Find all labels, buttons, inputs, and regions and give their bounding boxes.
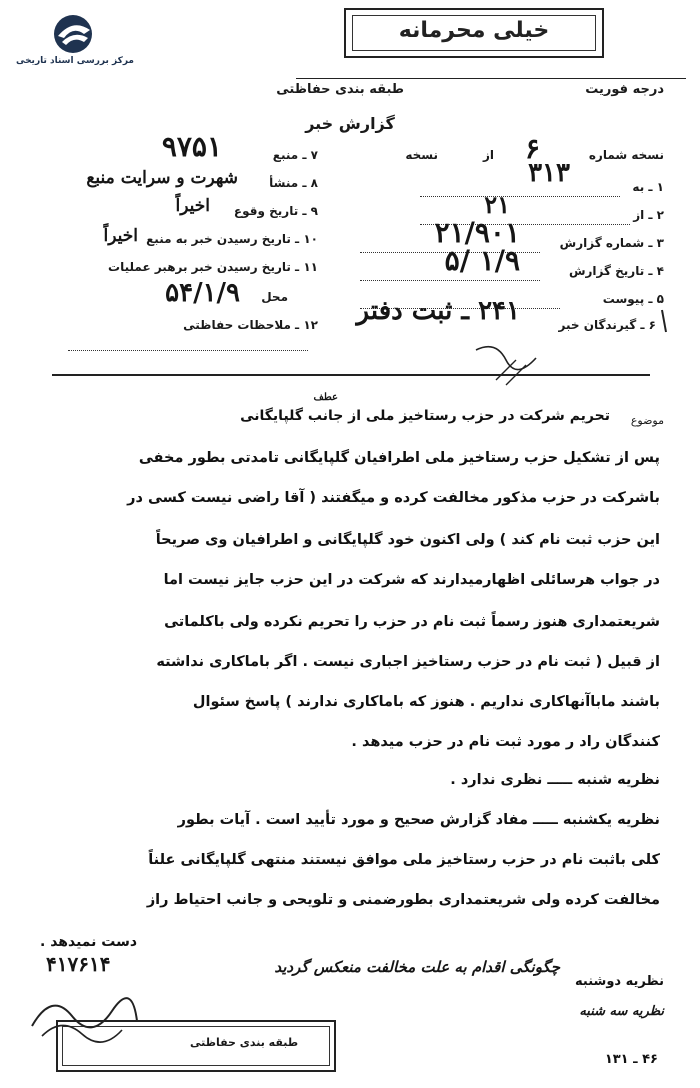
handwritten-mark bbox=[466, 330, 546, 390]
recipients-label: ۶ ـ گیرندگان خبر bbox=[558, 318, 656, 332]
from-value: ۲۱ bbox=[484, 190, 510, 219]
body-line-3: این حزب ثبت نام کند ) ولی اکنون خود گلپایگانی و اطرافیان وی صریحاً bbox=[155, 532, 660, 548]
to-label: ۱ ـ به bbox=[632, 180, 664, 194]
received-ops-label: ۱۱ ـ تاریخ رسیدن خبر برهبر عملیات bbox=[108, 260, 318, 274]
place-value: ۵۴/۱/۹ bbox=[165, 278, 240, 308]
received-source-label: ۱۰ ـ تاریخ رسیدن خبر به منبع bbox=[146, 232, 318, 246]
report-number-label: ۳ ـ شماره گزارش bbox=[559, 236, 664, 250]
subject-label: موضوع bbox=[630, 414, 664, 427]
source-label: ۷ ـ منبع bbox=[272, 148, 318, 162]
handwritten-note-1: چگونگی اقدام به علت مخالفت منعکس گردید bbox=[274, 958, 560, 976]
to-value: ۳۱۳ bbox=[528, 158, 570, 188]
opinion-sunday-3: مخالفت کرده ولی شریعتمداری بطورضمنی و تلویحی و جانب احتیاط راز bbox=[146, 892, 660, 908]
body-line-5: شریعتمداری هنوز رسماً ثبت نام در حزب را تحریم نکرده ولی باکلماتی bbox=[164, 614, 660, 630]
handwritten-note-2: نظریه سه شنبه bbox=[579, 1004, 664, 1019]
opinion-sunday-2: کلی باثبت نام در حزب رستاخیز ملی موافق نیستند منتهی گلپایگانی علناً bbox=[148, 852, 660, 868]
body-line-8: کنندگان راد ر مورد ثبت نام در حزب میدهد . bbox=[351, 734, 660, 750]
subject-text: تحریم شرکت در حزب رستاخیز ملی از جانب گلپایگانی bbox=[240, 408, 610, 424]
opinion-monday-label: نظریه دوشنبه bbox=[575, 974, 664, 989]
attachment-label: ۵ ـ پیوست bbox=[602, 292, 664, 306]
report-date-label: ۴ ـ تاریخ گزارش bbox=[568, 264, 664, 278]
copy-number-value: ۶ bbox=[524, 132, 540, 165]
archive-number: ۴۱۷۶۱۴ bbox=[46, 952, 111, 976]
opinion-sunday: نظریه یکشنبه ـــــ مفاد گزارش صحیح و مورد تأیید است . آیات بطور bbox=[177, 812, 660, 828]
report-number-value: ۲۱/۹۰۱ bbox=[434, 216, 520, 249]
report-title: گزارش خبر bbox=[305, 114, 395, 133]
subject-insert: عطف bbox=[313, 392, 338, 403]
from-label: ۲ ـ از bbox=[633, 208, 664, 222]
body-line-4: در جواب هرسائلی اظهارمیدارند که شرکت در این حزب جایز نیست اما bbox=[163, 572, 660, 588]
origin-label: ۸ ـ منشأ bbox=[269, 176, 318, 190]
secret-stamp bbox=[344, 8, 604, 58]
margin-mark bbox=[656, 306, 674, 336]
origin-value: شهرت و سرایت منبع bbox=[86, 168, 238, 188]
body-line-7: باشند ماباآنهاکاری نداریم . هنوز که باماکاری ندارند ) پاسخ سئوال bbox=[192, 694, 660, 710]
classification-label: طبقه بندی حفاظتی bbox=[276, 82, 404, 97]
body-line-1: پس از تشکیل حزب رستاخیز ملی اطرافیان گلپایگانی تامدتی بطور مخفی bbox=[138, 450, 660, 466]
copy-label: نسخه bbox=[405, 148, 438, 162]
opinion-saturday: نظریه شنبه ـــــ نظری ندارد . bbox=[450, 772, 660, 788]
secret-stamp-text: خیلی محرمانه bbox=[398, 18, 550, 43]
footer-code: ۴۶ ـ ۱۳۱ bbox=[604, 1052, 658, 1067]
archive-logo-icon bbox=[44, 12, 102, 56]
event-date-label: ۹ ـ تاریخ وقوع bbox=[233, 204, 318, 218]
recipients-value: ۲۴۱ ـ ثبت دفتر bbox=[356, 296, 520, 326]
priority-label: درجه فوریت bbox=[585, 82, 664, 97]
notes-label: ۱۲ ـ ملاحظات حفاظتی bbox=[183, 318, 318, 332]
archive-logo-text: مرکز بررسی اسناد تاریخی bbox=[15, 56, 135, 66]
section-divider bbox=[52, 374, 650, 376]
header-divider bbox=[296, 78, 686, 79]
source-value: ۹۷۵۱ bbox=[161, 130, 222, 163]
signature-mark bbox=[22, 986, 142, 1046]
received-source-value: اخیراً bbox=[103, 226, 138, 246]
opinion-sunday-4: دست نمیدهد . bbox=[40, 934, 138, 950]
body-line-6: از قبیل ( ثبت نام در حزب رستاخیز اجباری نیست . اگر باماکاری نداشته bbox=[156, 654, 660, 670]
place-label: محل bbox=[261, 290, 288, 304]
report-date-value: ۵/ ۱/۹ bbox=[444, 244, 520, 277]
copy-of-label: از bbox=[482, 148, 494, 162]
footer-box-text: طبقه بندی حفاظتی bbox=[190, 1036, 299, 1049]
event-date-value: اخیراً bbox=[175, 196, 210, 216]
copy-number-label: نسخه شماره bbox=[588, 148, 664, 162]
body-line-2: باشرکت در حزب مذکور مخالفت کرده و میگفتند ( آقا راضی نیست کسی در bbox=[127, 490, 660, 506]
